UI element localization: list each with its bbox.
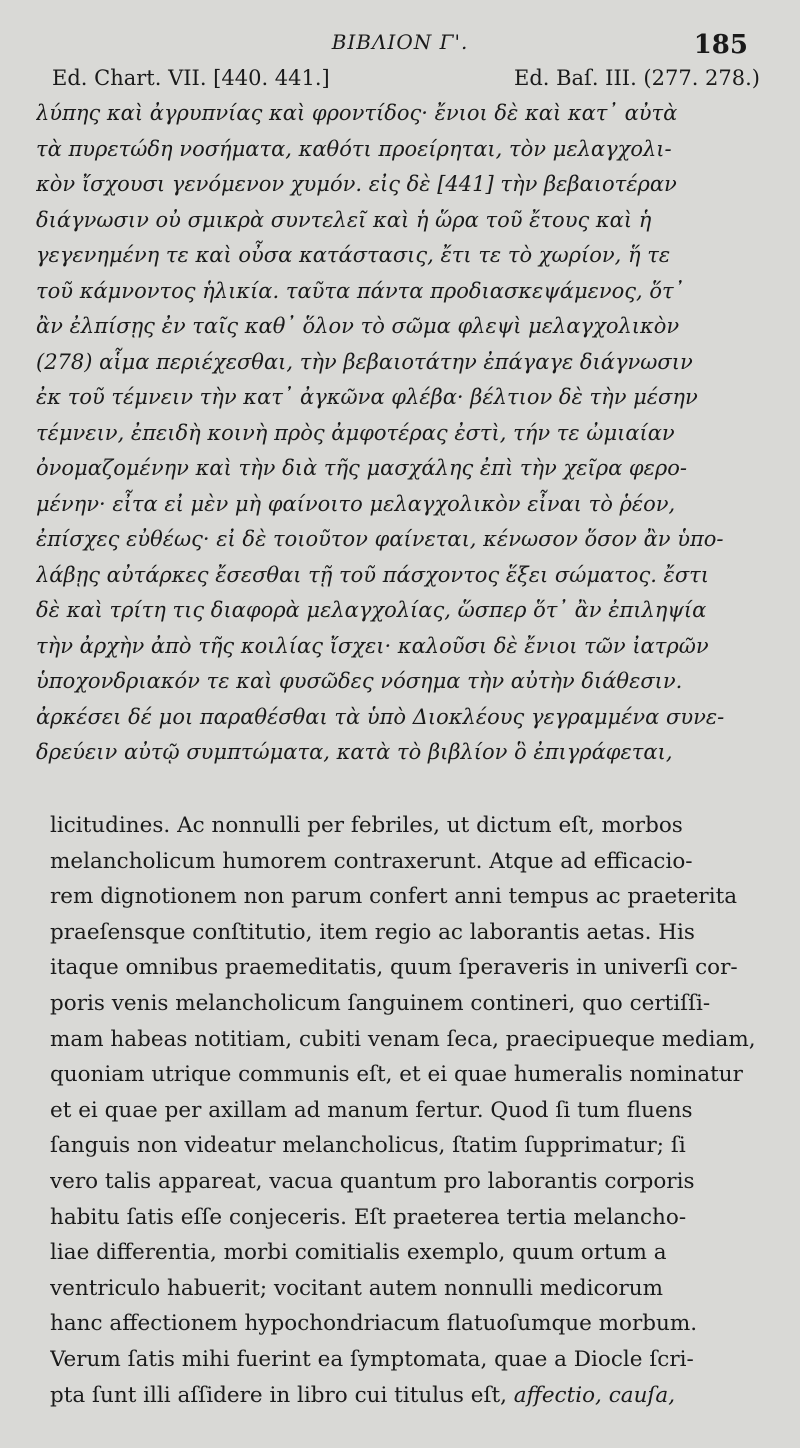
greek-line: ὑποχονδριακόν τε καὶ φυσῶδες νόσημα τὴν αὐτὴν διάθεσιν. [36, 669, 683, 693]
latin-line: licitudines. Ac nonnulli per febriles, ut dictum eſt, morbos [50, 813, 683, 838]
greek-line: ἀρκέσει δέ μοι παραθέσθαι τὰ ὑπὸ Διοκλέους γεγραμμένα συνε- [36, 704, 725, 729]
greek-line: λύπης καὶ ἀγρυπνίας καὶ φροντίδος· ἔνιοι δὲ καὶ κατ᾽ αὐτὰ [36, 101, 678, 125]
greek-line: τὰ πυρετώδη νοσήματα, καθότι προείρηται, τὸν μελαγχολι- [36, 136, 672, 161]
latin-line: ſanguis non videatur melancholicus, ſtatim ſupprimatur; ſi [50, 1133, 686, 1159]
latin-line: liae differentia, morbi comitialis exemplo, quum ortum a [50, 1240, 667, 1266]
latin-line: hanc affectionem hypochondriacum flatuoſumque morbum. [50, 1311, 698, 1337]
greek-line: τὴν ἀρχὴν ἀπὸ τῆς κοιλίας ἴσχει· καλοῦσι δὲ ἔνιοι τῶν ἰατρῶν [36, 633, 709, 658]
page-number: 185 [693, 30, 748, 60]
greek-line: ἐκ τοῦ τέμνειν τὴν κατ᾽ ἀγκῶνα φλέβα· βέλτιον δὲ τὴν μέσην [36, 385, 698, 409]
latin-line: rem dignotionem non parum confert anni tempus ac praeterita [50, 884, 738, 910]
greek-line: (278) αἷμα περιέχεσθαι, τὴν βεβαιοτάτην ἐπάγαγε διάγνωσιν [36, 349, 693, 374]
latin-line: itaque omnibus praemeditatis, quum ſperaveris in univerſi cor- [50, 955, 738, 981]
greek-line: ἂν ἐλπίσῃς ἐν ταῖς καθ᾽ ὅλον τὸ σῶμα φλεψὶ μελαγχολικὸν [36, 314, 680, 338]
italic-title: affectio, cauſa, [513, 1382, 676, 1408]
latin-text-block [50, 808, 765, 1413]
latin-line-text: pta ſunt illi aſſidere in libro cui titulus eſt, [50, 1382, 507, 1408]
latin-line: vero talis appareat, vacua quantum pro laborantis corporis [50, 1168, 695, 1194]
running-title: ΒΙΒΛΙΟΝ Γ'. [331, 30, 469, 54]
latin-line: quoniam utrique communis eſt, et ei quae humeralis nominatur [50, 1062, 743, 1088]
greek-line: τοῦ κάμνοντος ἡλικία. ταῦτα πάντα προδιασκεψάμενος, ὅτ᾽ [36, 278, 685, 303]
greek-line: μένην· εἶτα εἰ μὲν μὴ φαίνοιτο μελαγχολικὸν εἶναι τὸ ῥέον, [36, 491, 676, 516]
latin-line-last [50, 1378, 765, 1414]
greek-line: λάβῃς αὐτάρκες ἔσεσθαι τῇ τοῦ πάσχοντος ἕξει σώματος. ἔστι [36, 562, 710, 587]
latin-line: habitu ſatis eſſe conjeceris. Eſt praeterea tertia melancho- [50, 1204, 687, 1230]
greek-text-block [36, 96, 766, 771]
edition-reference-chart: Ed. Chart. VII. [440. 441.] [52, 66, 330, 90]
greek-line: δὲ καὶ τρίτη τις διαφορὰ μελαγχολίας, ὥσπερ ὅτ᾽ ἂν ἐπιληψία [36, 598, 707, 622]
greek-line: δρεύειν αὐτῷ συμπτώματα, κατὰ τὸ βιβλίον ὃ ἐπιγράφεται, [36, 740, 673, 764]
greek-line: τέμνειν, ἐπειδὴ κοινὴ πρὸς ἀμφοτέρας ἐστὶ, τήν τε ὠμιαίαν [36, 420, 675, 445]
latin-line: poris venis melancholicum ſanguinem contineri, quo certiſſi- [50, 990, 711, 1016]
greek-line: ἐπίσχες εὐθέως· εἰ δὲ τοιοῦτον φαίνεται, κένωσον ὅσον ἂν ὑπο- [36, 527, 724, 551]
latin-line: melancholicum humorem contraxerunt. Atque ad efficacio- [50, 848, 693, 874]
latin-line: ventriculo habuerit; vocitant autem nonnulli medicorum [50, 1275, 664, 1301]
latin-line: et ei quae per axillam ad manum fertur. Quod ſi tum fluens [50, 1097, 693, 1123]
latin-line: mam habeas notitiam, cubiti venam ſeca, praecipueque mediam, [50, 1026, 756, 1052]
edition-reference-basil: Ed. Baſ. III. (277. 278.) [513, 66, 760, 90]
greek-line: κὸν ἴσχουσι γενόμενον χυμόν. εἰς δὲ [441] τὴν βεβαιοτέραν [36, 172, 677, 196]
greek-line: ὀνομαζομένην καὶ τὴν διὰ τῆς μασχάλης ἐπὶ τὴν χεῖρα φερο- [36, 456, 687, 480]
latin-line: Verum ſatis mihi fuerint ea ſymptomata, quae a Diocle ſcri- [50, 1346, 694, 1372]
latin-line: praeſensque conſtitutio, item regio ac laborantis aetas. His [50, 919, 695, 945]
greek-line: γεγενημένη τε καὶ οὖσα κατάστασις, ἔτι τε τὸ χωρίον, ἥ τε [36, 243, 671, 267]
greek-line: διάγνωσιν οὐ σμικρὰ συντελεῖ καὶ ἡ ὥρα τοῦ ἔτους καὶ ἡ [36, 207, 652, 232]
